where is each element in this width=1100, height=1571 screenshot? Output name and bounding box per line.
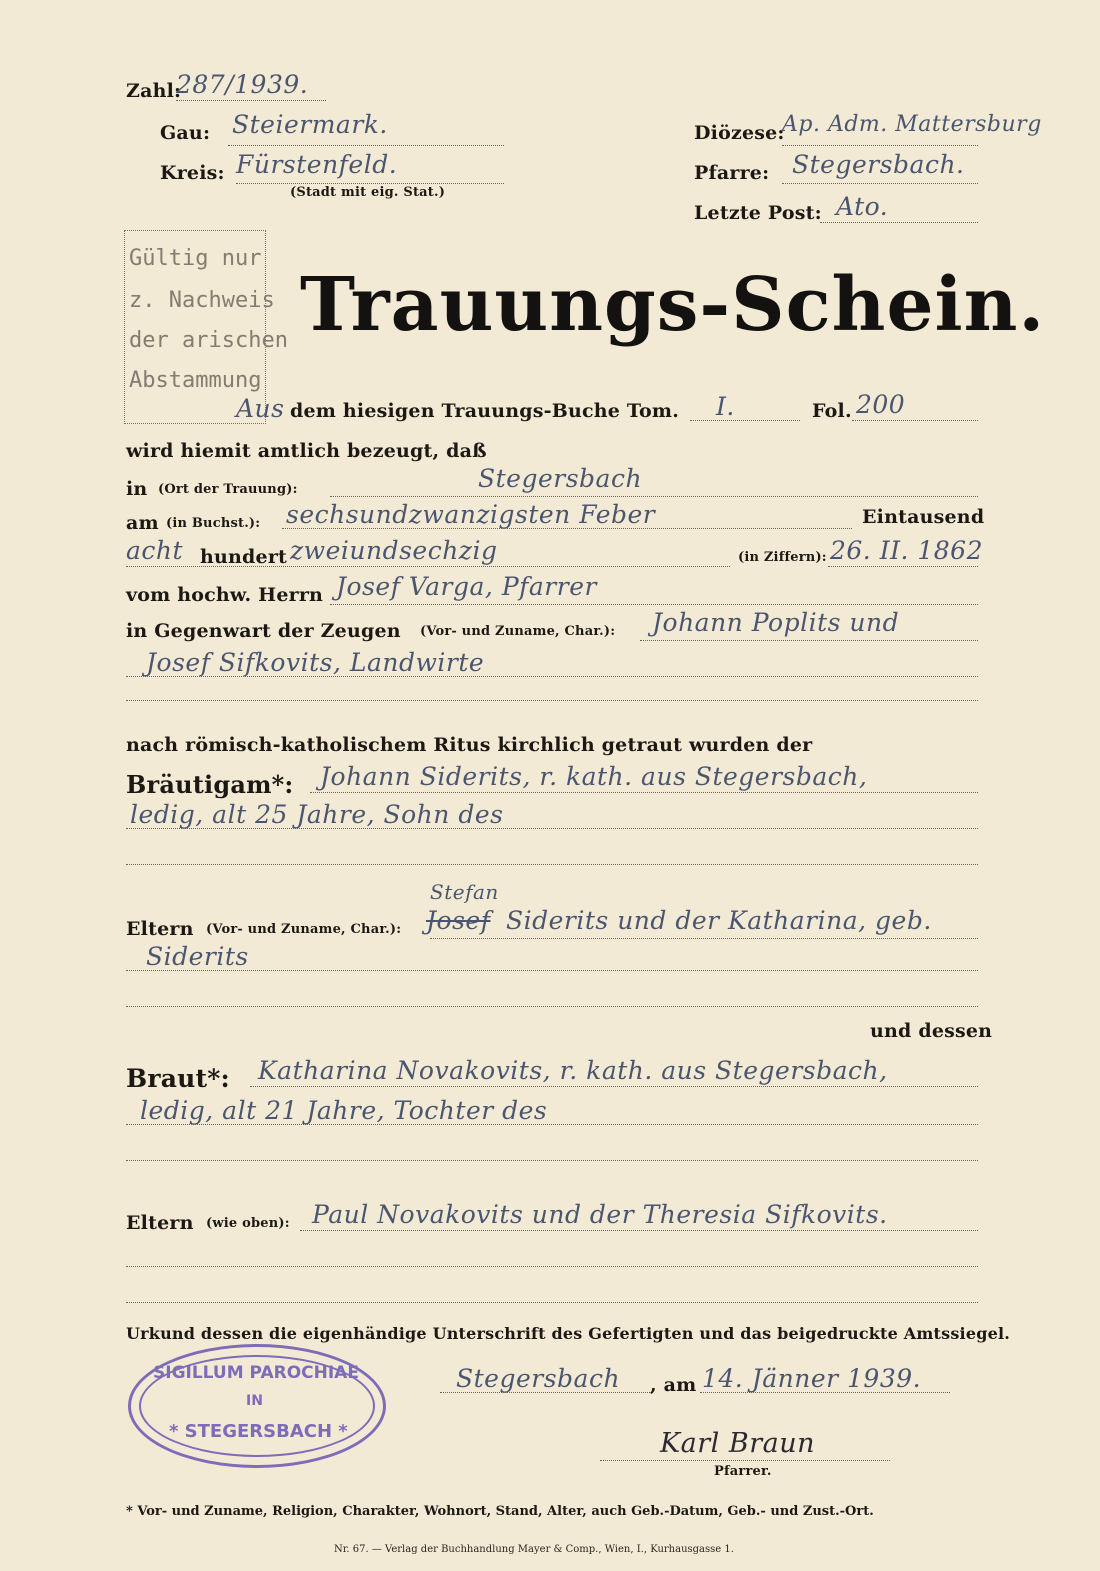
urkund-text: Urkund dessen die eigenhändige Unterschrift des Gefertigten und das beigedruckte Amtssiegel.	[126, 1324, 1011, 1343]
zeugen-label: in Gegenwart der Zeugen	[126, 620, 401, 642]
date-line	[700, 1392, 950, 1393]
ritus-text: nach römisch-katholischem Ritus kirchlich getraut wurden der	[126, 734, 813, 756]
braut-value-1: Katharina Novakovits, r. kath. aus Stegersbach,	[258, 1056, 888, 1085]
zahl-value: 287/1939.	[176, 70, 309, 99]
seal-bottom-text: * STEGERSBACH *	[169, 1421, 348, 1442]
hundert-value: zweiundsechzig	[290, 536, 498, 565]
dioezese-value: Ap. Adm. Mattersburg	[782, 112, 1042, 137]
zeugen-value-2: Josef Sifkovits, Landwirte	[146, 648, 485, 677]
zeugen-line-3	[126, 700, 978, 701]
am-note: (in Buchst.):	[166, 516, 261, 531]
am-label: am	[126, 512, 159, 534]
signature: Karl Braun	[660, 1428, 816, 1459]
eltern1-line-2	[126, 970, 978, 971]
letzte-post-value: Ato.	[836, 192, 889, 221]
in-label: in	[126, 478, 148, 500]
zeugen-line-1	[640, 640, 978, 641]
bezeugt-text: wird hiemit amtlich bezeugt, daß	[126, 440, 487, 462]
braeutigam-value-2: ledig, alt 25 Jahre, Sohn des	[130, 800, 504, 829]
zahl-line	[176, 100, 326, 101]
date-value: 14. Jänner 1939.	[702, 1364, 922, 1393]
am-line	[282, 528, 852, 529]
gau-value: Steiermark.	[232, 110, 388, 139]
eltern2-value: Paul Novakovits und der Theresia Sifkovits.	[312, 1200, 888, 1229]
validity-stamp-line-4: Abstammung	[129, 368, 262, 393]
zahl-label: Zahl:	[126, 80, 182, 102]
dioezese-line	[782, 145, 978, 146]
eltern1-value-1: Siderits und der Katharina, geb.	[506, 906, 932, 935]
dioezese-label: Diözese:	[694, 122, 785, 144]
fol-line	[852, 420, 978, 421]
in-line	[330, 496, 978, 497]
herrn-line	[330, 604, 978, 605]
validity-stamp-line-2: z. Nachweis	[129, 288, 275, 313]
in-value: Stegersbach	[478, 464, 643, 493]
fol-label: Fol.	[812, 400, 852, 422]
pfarrer-label: Pfarrer.	[714, 1464, 772, 1479]
eltern2-label: Eltern	[126, 1212, 194, 1234]
letzte-post-line	[820, 222, 978, 223]
braeutigam-line-1	[310, 792, 978, 793]
footnote: * Vor- und Zuname, Religion, Charakter, Wohnort, Stand, Alter, auch Geb.-Datum, Geb.- und Zust.-Ort.	[126, 1504, 874, 1519]
zeugen-line-2	[126, 676, 978, 677]
place-value: Stegersbach	[456, 1364, 621, 1393]
herrn-label: vom hochw. Herrn	[126, 584, 324, 606]
braut-line-2	[126, 1124, 978, 1125]
page-title: Trauungs-Schein.	[300, 262, 1046, 348]
eltern2-line-3	[126, 1302, 978, 1303]
zeugen-note: (Vor- und Zuname, Char.):	[420, 624, 616, 639]
pfarre-line	[782, 183, 978, 184]
printer-imprint: Nr. 67. — Verlag der Buchhandlung Mayer & Comp., Wien, I., Kurhausgasse 1.	[334, 1544, 734, 1555]
hundert-label: hundert	[200, 546, 288, 568]
validity-stamp-line-3: der arischen	[129, 328, 288, 353]
braut-line-3	[126, 1160, 978, 1161]
braeutigam-value-1: Johann Siderits, r. kath. aus Stegersbach,	[320, 762, 868, 791]
fol-value: 200	[856, 390, 906, 419]
am-date-label: , am	[650, 1374, 697, 1396]
tom-line	[690, 420, 800, 421]
eltern1-line-3	[126, 1006, 978, 1007]
am-value: sechsundzwanzigsten Feber	[286, 500, 656, 529]
aus-label: dem hiesigen Trauungs-Buche Tom.	[290, 400, 680, 422]
braeutigam-line-3	[126, 864, 978, 865]
tom-value: I.	[716, 392, 735, 421]
aus-prefix: Aus	[236, 394, 285, 423]
eintausend-label: Eintausend	[862, 506, 985, 528]
und-dessen-text: und dessen	[870, 1020, 993, 1042]
gau-line	[228, 145, 504, 146]
eltern1-strike: Josef	[426, 906, 491, 935]
validity-stamp-line-1: Gültig nur	[129, 246, 262, 271]
eltern1-label: Eltern	[126, 918, 194, 940]
eltern2-note: (wie oben):	[206, 1216, 290, 1231]
eltern1-value-2: Siderits	[146, 942, 249, 971]
eltern2-line-1	[300, 1230, 978, 1231]
braeutigam-label: Bräutigam*:	[126, 770, 294, 799]
ziffern-line	[828, 566, 978, 567]
braut-value-2: ledig, alt 21 Jahre, Tochter des	[140, 1096, 548, 1125]
signature-line	[600, 1460, 890, 1461]
ziffern-label: (in Ziffern):	[738, 550, 827, 565]
braut-label: Braut*:	[126, 1064, 230, 1093]
zeugen-value-1: Johann Poplits und	[652, 608, 900, 637]
kreis-value: Fürstenfeld.	[236, 150, 398, 179]
parish-seal	[128, 1344, 386, 1468]
herrn-value: Josef Varga, Pfarrer	[336, 572, 597, 601]
kreis-note: (Stadt mit eig. Stat.)	[290, 185, 446, 200]
acht-value: acht	[126, 536, 184, 565]
seal-middle-text: IN	[246, 1393, 263, 1409]
hundert-line	[126, 566, 730, 567]
eltern1-line-1	[430, 938, 978, 939]
kreis-label: Kreis:	[160, 162, 225, 184]
gau-label: Gau:	[160, 122, 211, 144]
ziffern-value: 26. II. 1862	[830, 536, 983, 565]
in-note: (Ort der Trauung):	[158, 482, 298, 497]
seal-top-text: SIGILLUM PAROCHIAE	[153, 1363, 359, 1383]
kreis-line	[236, 183, 504, 184]
place-line	[440, 1392, 652, 1393]
braut-line-1	[250, 1086, 978, 1087]
pfarre-label: Pfarre:	[694, 162, 770, 184]
eltern1-note: (Vor- und Zuname, Char.):	[206, 922, 402, 937]
pfarre-value: Stegersbach.	[792, 150, 965, 179]
letzte-post-label: Letzte Post:	[694, 202, 822, 224]
eltern2-line-2	[126, 1266, 978, 1267]
eltern1-insert: Stefan	[430, 880, 499, 904]
braeutigam-line-2	[126, 828, 978, 829]
